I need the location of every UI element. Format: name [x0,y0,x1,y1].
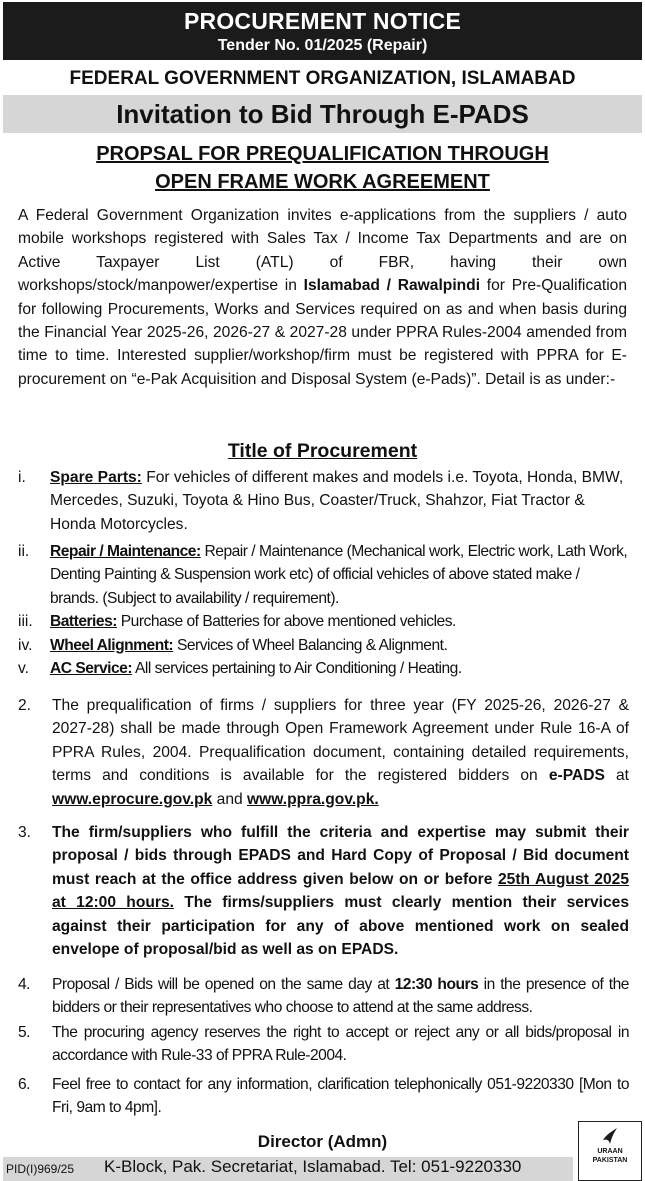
item-number: ii. [18,543,30,560]
submission-deadline: 25th August 2025 at 12:00 hours. [52,870,629,912]
intro-city: Islamabad / Rawalpindi [303,277,481,295]
clause-at: at [604,767,629,785]
proposal-heading-line2: OPEN FRAME WORK AGREEMENT [155,171,490,193]
procurement-title: Title of Procurement [227,440,418,462]
signatory-title: Director (Admn) [257,1132,388,1151]
item-text: For vehicles of different makes and models i.e. Toyota, Honda, BMW, Mercedes, Suzuki, Toyota & Hino Bus, Coaster/Truck, Shahzor, Fiat Tractor & Honda Motorcycles. [50,469,624,533]
intro-text-part1: A Federal Government Organization invites e-applications from the suppliers / auto mobile workshops registered with Sales Tax / Income Tax Departments and are on Active Taxpayer List (ATL) of FBR, having their own workshops/stock/manpower/expertise in [18,207,627,295]
ppra-link[interactable]: www.ppra.gov.pk. [247,790,379,808]
procurement-item-batteries [18,610,629,633]
clause-number: 2. [18,697,32,714]
clause-number: 4. [18,976,31,993]
procurement-item-ac-service [18,657,629,680]
item-label: Spare Parts: [50,469,142,486]
uraan-pakistan-logo [578,1121,642,1181]
item-text: All services pertaining to Air Conditioning / Heating. [132,660,462,677]
intro-text-part2: for Pre-Qualification for following Procurements, Works and Services required on as and when basis during the Financial Year 2025-26, 2026-27 & 2027-28 under PPRA Rules-2004 amended from time to time. Interested supplier/workshop/firm must be registered with PPRA for E-procurement on “e-Pak Acquisition and Disposal System (e-Pads)”. Detail is as under:- [18,277,628,388]
item-text: Purchase of Batteries for above mentioned vehicles. [116,613,456,630]
clause-3 [18,821,629,961]
organization-name: FEDERAL GOVERNMENT ORGANIZATION, ISLAMABAD [69,68,576,89]
opening-time: 12:30 hours [394,976,479,993]
clause-number: 5. [18,1024,31,1041]
clause-number: 3. [18,824,32,841]
clause-text: The procuring agency reserves the right to accept or reject any or all bids/proposal in accordance with Rule-33 of PPRA Rule-2004. [52,1024,629,1065]
item-number: iii. [18,613,33,630]
procurement-item-repair [18,540,629,610]
item-label: Wheel Alignment: [50,637,174,654]
notice-title: PROCUREMENT NOTICE [183,8,462,34]
clause-4 [18,973,629,1020]
clause-5 [18,1021,629,1068]
office-address: K-Block, Pak. Secretariat, Islamabad. Tel: 051-9220330 [104,1157,522,1176]
bird-icon [601,1126,619,1146]
item-label: Repair / Maintenance: [50,543,201,560]
intro-paragraph [18,204,627,391]
item-number: i. [18,469,26,486]
clause-text: Feel free to contact for any information, clarification telephonically 051-9220330 [Mon to Fri, 9am to 4pm]. [52,1076,629,1117]
procurement-item-spare-parts [18,466,629,536]
clause-6 [18,1073,629,1120]
epads-label: e-PADS [548,767,605,785]
clause-text: The prequalification of firms / suppliers for three year (FY 2025-26, 2026-27 & 2027-28) shall be made through Open Framework Agreement under Rule 16-A of PPRA Rules, 2004. Prequalification document, containing detailed requirements, terms and conditions is available for the registered bidders on [52,697,629,785]
eprocure-link[interactable]: www.eprocure.gov.pk [52,790,213,808]
pid-number: PID(I)969/25 [6,1162,75,1176]
item-text: Repair / Maintenance (Mechanical work, Electric work, Lath Work, Denting Painting & Suspension work etc) of official vehicles of above stated make / brands. (Subject to availability / requirement). [50,543,628,607]
item-number: v. [18,660,29,677]
item-text: Services of Wheel Balancing & Alignment. [173,637,448,654]
proposal-heading-line1: PROPSAL FOR PREQUALIFICATION THROUGH [96,143,549,165]
clause-text-part1: Proposal / Bids will be opened on the same day at [52,976,395,993]
logo-text-pakistan: PAKISTAN [592,1157,628,1164]
clause-text-part1: The firm/suppliers who fulfill the criteria and expertise may submit their proposal / bids through EPADS and Hard Copy of Proposal / Bid document must reach at the office address given below on or before [52,824,629,888]
invitation-title: Invitation to Bid Through E-PADS [116,99,529,129]
clause-text-part2: The firms/suppliers must clearly mention their services against their participation for any of above mentioned work on sealed envelope of proposal/bid as well as on EPADS. [52,894,630,959]
notice-header [3,2,642,60]
clause-text-part2: in the presence of the bidders or their representatives who choose to attend at the same address. [52,976,629,1017]
clause-2 [18,694,629,811]
item-label: AC Service: [50,660,133,677]
tender-number: Tender No. 01/2025 (Repair) [217,37,428,54]
clause-and: and [212,790,247,808]
item-number: iv. [18,637,33,654]
clause-number: 6. [18,1076,31,1093]
logo-text-uraan: URAAN [597,1148,623,1155]
invitation-banner [3,95,642,133]
item-label: Batteries: [50,613,117,630]
procurement-item-wheel-alignment [18,634,629,657]
